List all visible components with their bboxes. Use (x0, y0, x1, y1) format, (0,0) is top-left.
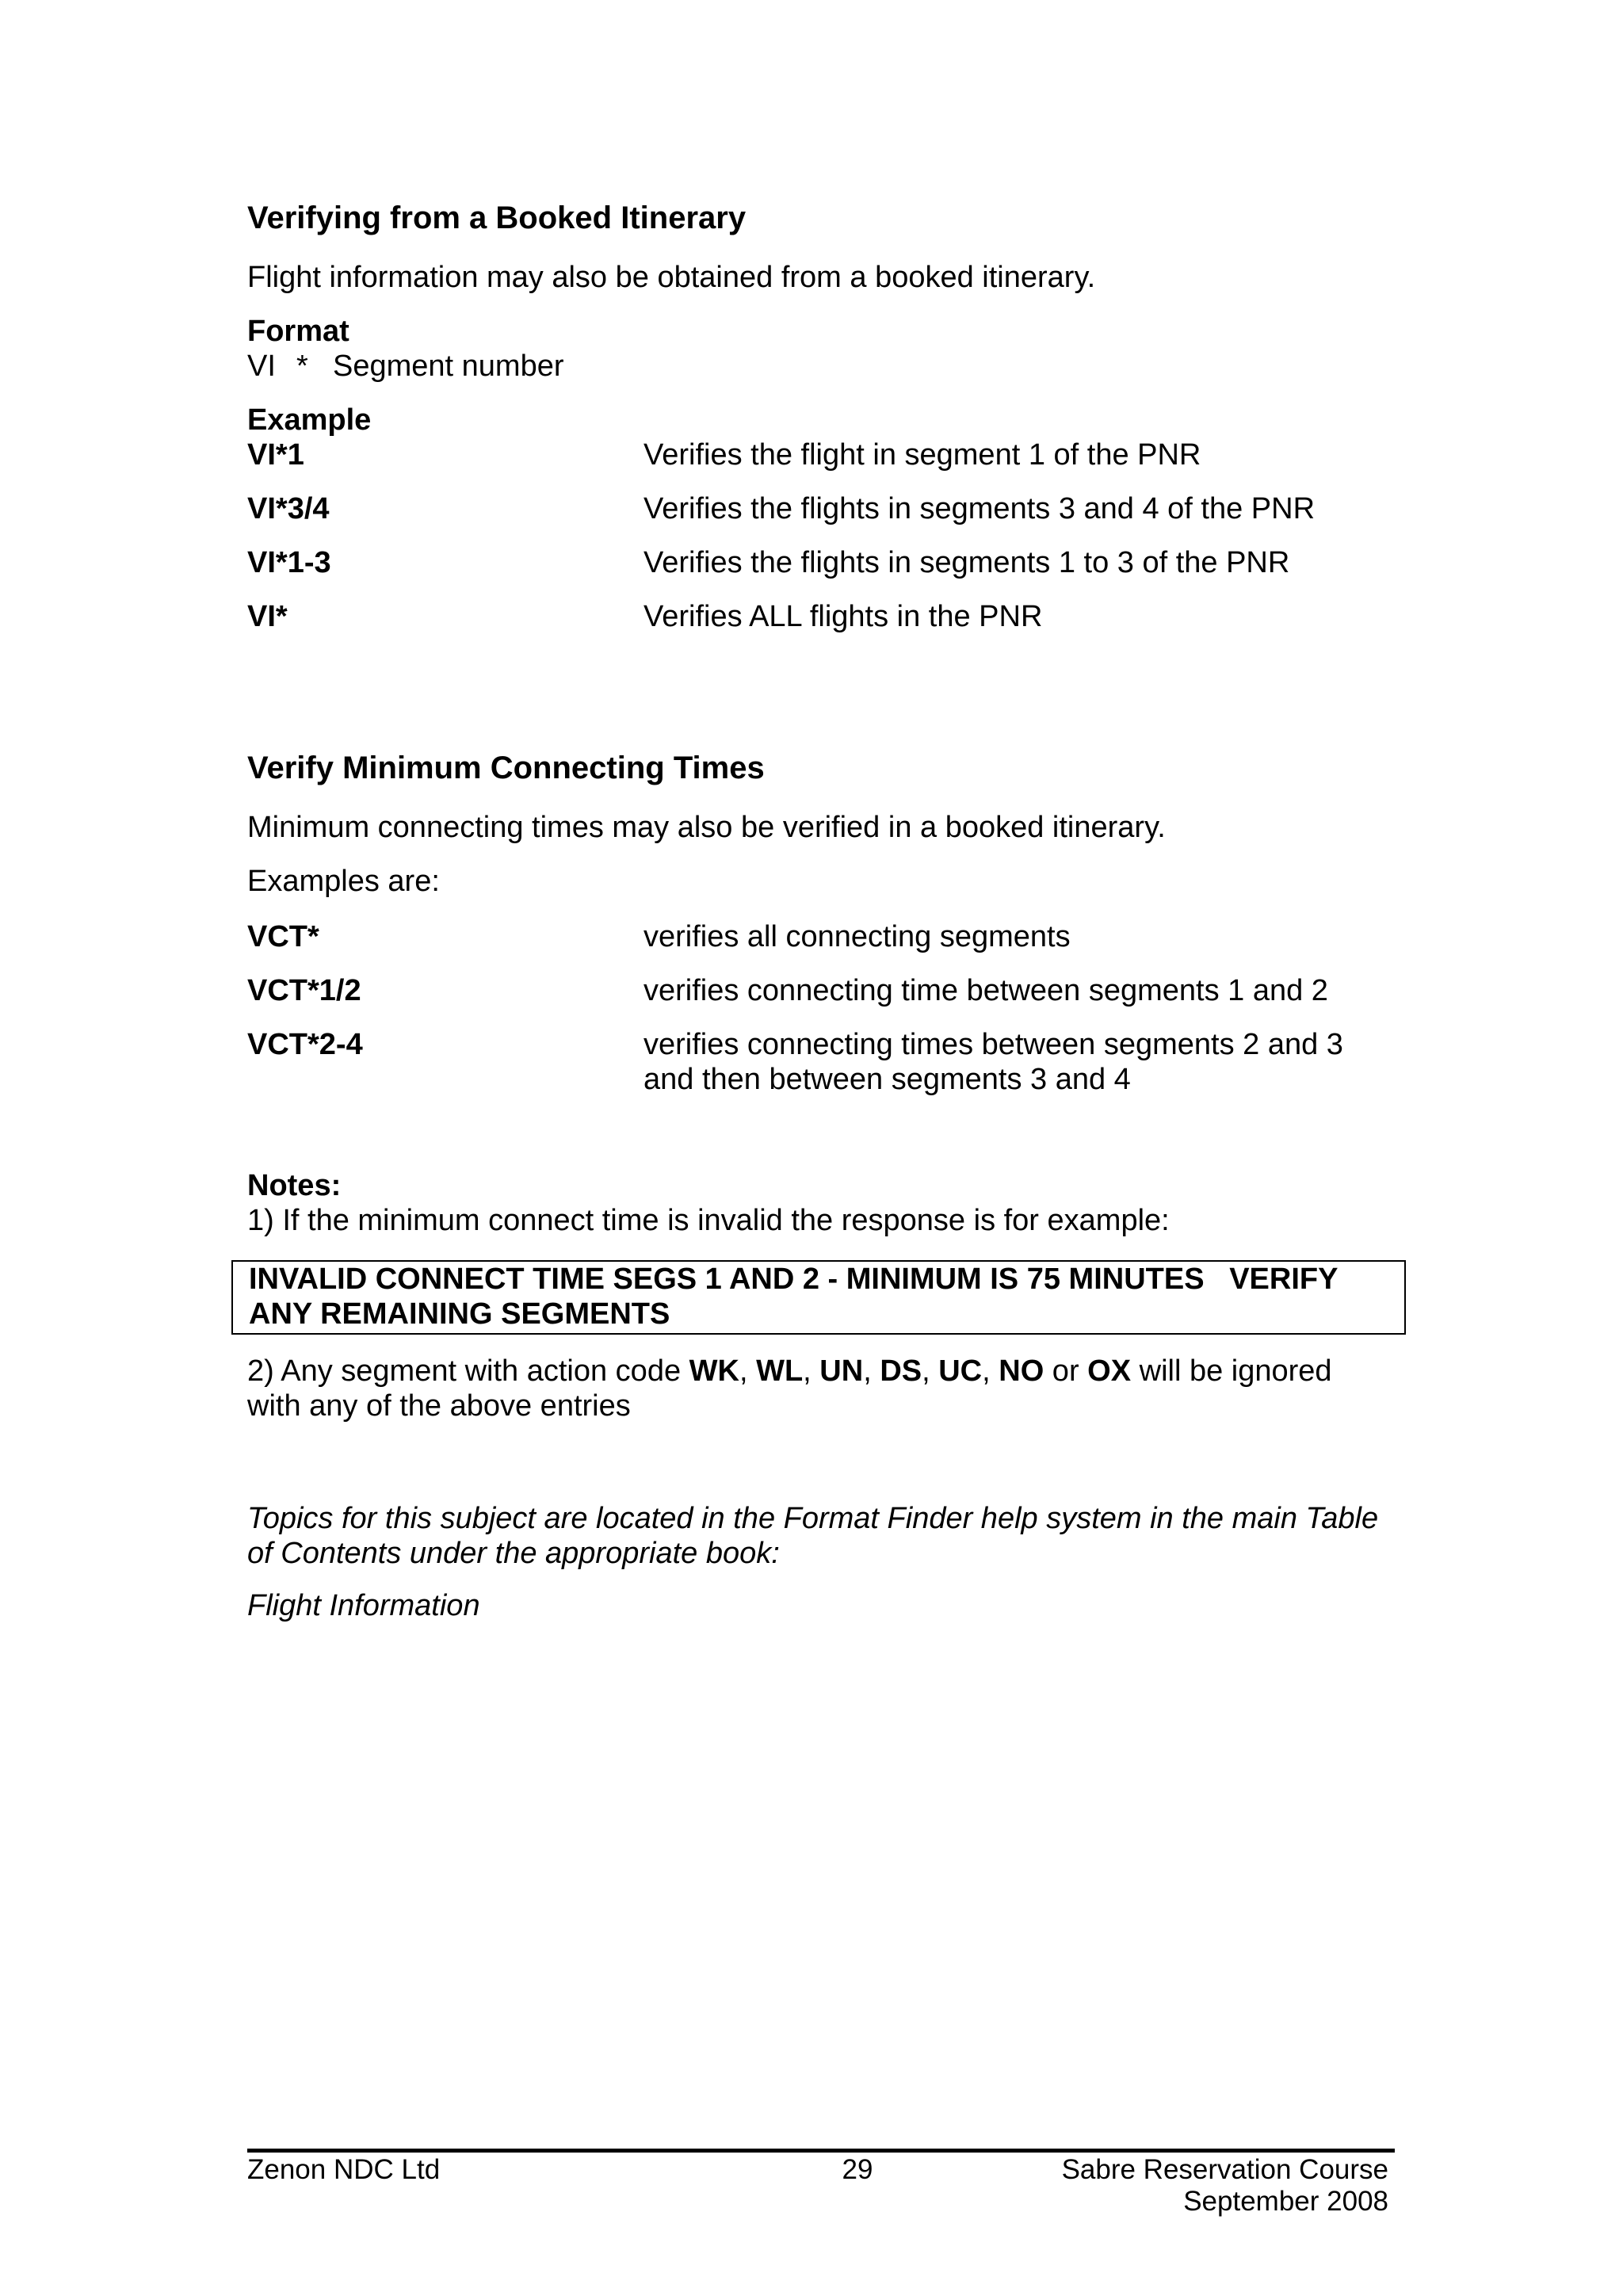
format-label: Format (247, 315, 349, 348)
format-part-vi: VI (247, 350, 276, 383)
example-command: VI* (247, 600, 288, 633)
separator: , (922, 1354, 939, 1388)
response-example-line: ANY REMAINING SEGMENTS (249, 1297, 670, 1331)
footer-course-title: Sabre Reservation Course (1061, 2154, 1388, 2185)
separator: , (803, 1354, 820, 1388)
section-heading-min-connecting-times: Verify Minimum Connecting Times (247, 751, 765, 785)
separator: , (739, 1354, 757, 1388)
action-code: WL (756, 1354, 804, 1388)
footer-divider (247, 2149, 1395, 2153)
example-description: verifies connecting time between segments 1 and 2 (643, 974, 1328, 1007)
action-code: DS (880, 1354, 922, 1388)
separator: , (863, 1354, 880, 1388)
section-heading-verifying-itinerary: Verifying from a Booked Itinerary (247, 201, 747, 235)
separator: or (1044, 1354, 1088, 1388)
note-2-suffix: will be ignored (1131, 1354, 1332, 1388)
example-command: VCT*1/2 (247, 974, 361, 1007)
document-page (247, 0, 1395, 2296)
example-label: Example (247, 403, 372, 437)
section-intro: Minimum connecting times may also be verified in a booked itinerary. (247, 811, 1166, 844)
example-description-line: verifies connecting times between segments 2 and 3 (643, 1028, 1343, 1061)
example-command: VI*1 (247, 438, 304, 472)
note-1: 1) If the minimum connect time is invalid the response is for example: (247, 1204, 1170, 1237)
notes-label: Notes: (247, 1169, 342, 1202)
format-part-segment-number: Segment number (333, 350, 564, 383)
examples-label: Examples are: (247, 865, 440, 898)
topics-text-line: Topics for this subject are located in the Format Finder help system in the main Table (247, 1502, 1379, 1535)
action-code: OX (1087, 1354, 1132, 1388)
format-syntax (247, 349, 564, 384)
example-description: verifies all connecting segments (643, 920, 1071, 953)
action-code: UN (819, 1354, 864, 1388)
note-2-prefix: 2) Any segment with action code (247, 1354, 689, 1388)
topics-book: Flight Information (247, 1589, 480, 1622)
action-code: NO (999, 1354, 1044, 1388)
action-code: WK (689, 1354, 739, 1388)
example-command: VCT* (247, 920, 319, 953)
footer-course-date: September 2008 (1183, 2186, 1388, 2217)
example-description: Verifies ALL flights in the PNR (643, 600, 1043, 633)
separator: , (982, 1354, 999, 1388)
example-command: VCT*2-4 (247, 1028, 363, 1061)
footer-course-info (1062, 2154, 1388, 2218)
response-example-line: INVALID CONNECT TIME SEGS 1 AND 2 - MINIMUM IS 75 MINUTES VERIFY (249, 1263, 1338, 1296)
note-2 (247, 1354, 1332, 1389)
example-description: Verifies the flights in segments 1 to 3 of the PNR (643, 546, 1290, 579)
example-description-line: and then between segments 3 and 4 (643, 1063, 1131, 1096)
example-description: Verifies the flights in segments 3 and 4 of the PNR (643, 492, 1316, 525)
format-part-asterisk: * (296, 350, 308, 383)
example-command: VI*3/4 (247, 492, 330, 525)
note-2-continuation: with any of the above entries (247, 1389, 631, 1423)
footer-page-number: 29 (842, 2154, 873, 2185)
example-description (643, 1027, 1373, 1097)
example-command: VI*1-3 (247, 546, 331, 579)
action-code: UC (938, 1354, 983, 1388)
response-example-box (231, 1260, 1406, 1335)
section-intro: Flight information may also be obtained from a booked itinerary. (247, 261, 1096, 294)
footer-company: Zenon NDC Ltd (247, 2154, 441, 2185)
example-description: Verifies the flight in segment 1 of the PNR (643, 438, 1201, 472)
topics-text-line: of Contents under the appropriate book: (247, 1537, 780, 1570)
